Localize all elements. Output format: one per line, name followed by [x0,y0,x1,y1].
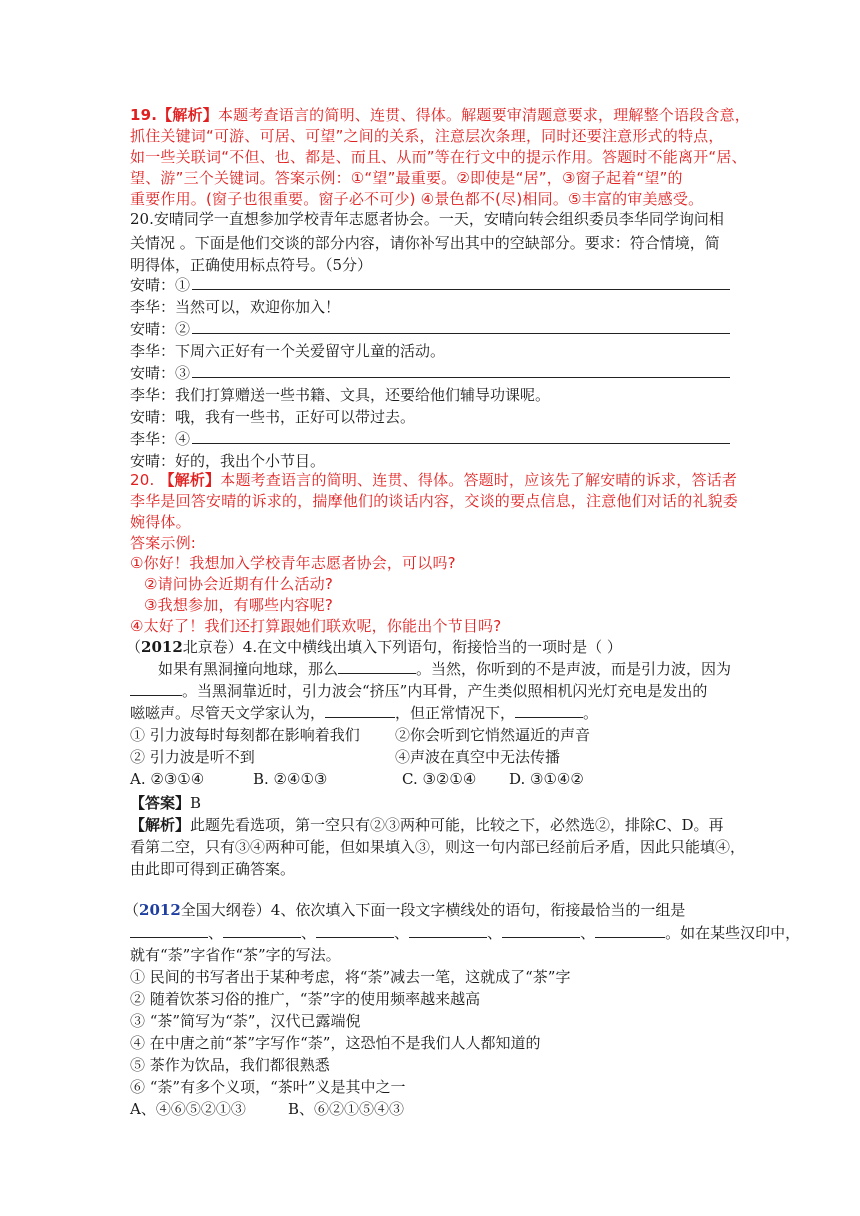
nat-question-title: （2012全国大纲卷）4、依次填入下面一段文字横线处的语句，衔接最恰当的一组是 [124,901,686,919]
answer-example-item: ④太好了！我们还打算跟她们联欢呢，你能出个节目吗? [130,617,502,635]
dialogue-row: 李华：④ [130,429,730,449]
nat-sentence: ⑥ “荼”有多个义项，“茶叶”义是其中之一 [130,1078,406,1096]
bj-options: A. ②③①④ B. ②④①③ C. ③②①④ D. ③①④② [130,770,584,788]
answer-example-heading: 答案示例: [130,534,197,552]
q19-analysis-line-3: 如一些关联词“不但、也、都是、而且、从而”等在行文中的提示作用。答题时不能离开“居、 [130,148,747,166]
answer-blank-2[interactable] [192,319,730,334]
bj-passage-line-2: 。当黑洞靠近时，引力波会“挤压”内耳骨，产生类似照相机闪光灯充电是发出的 [130,681,707,701]
dialogue-row: 安晴：③ [130,363,730,383]
bj-question-title: （2012北京卷）4.在文中横线出填入下列语句，衔接恰当的一项时是（ ） [126,638,622,656]
bj-answer: 【答案】B [130,794,202,812]
answer-blank-1[interactable] [192,275,730,290]
nat-sentence: ③ “茶”简写为“荼”，汉代已露端倪 [130,1012,361,1030]
answer-blank-4[interactable] [192,429,730,444]
q19-analysis-line-1: 19.【解析】本题考查语言的简明、连贯、得体。解题要审清题意要求，理解整个语段含意， [130,106,750,124]
nat-sentence: ② 随着饮茶习俗的推广，“荼”字的使用频率越来越高 [130,990,481,1008]
q19-analysis-line-2: 抓住关键词“可游、可居、可望”之间的关系，注意层次条理，同时还要注意形式的特点， [130,127,724,145]
q20-question-line-2: 关情况 。下面是他们交谈的部分内容，请你补写出其中的空缺部分。要求：符合情境，简 [130,234,720,252]
q19-analysis-line-5: 重要作用。(窗子也很重要。窗子必不可少) ④景色都不(尽)相同。⑤丰富的审美感受。 [130,190,704,208]
passage-blank [130,681,182,696]
nat-sentence: ① 民间的书写者出于某种考虑，将“荼”减去一笔，这就成了“茶”字 [130,968,571,986]
bj-analysis-line-2: 看第二空，只有③④两种可能，但如果填入③，则这一句内部已经前后矛盾，因此只能填④， [130,838,746,856]
bj-analysis-line-1: 【解析】此题先看选项，第一空只有②③两种可能，比较之下，必然选②，排除C、D。再 [130,816,724,834]
bj-passage-line-3: 嗞嗞声。尽管天文学家认为， ，但正常情况下， 。 [130,704,599,722]
q20-question-line-3: 明得体，正确使用标点符号。（5分） [130,256,373,274]
passage-blank [325,703,395,718]
answer-example-item: ③我想参加，有哪些内容呢? [144,596,334,614]
dialogue-row: 李华：当然可以，欢迎你加入！ [130,298,341,316]
answer-blank-3[interactable] [192,363,730,378]
nat-blanks-line: 、 、 、 、 、 。如在某些汉印中， [130,923,800,943]
dialogue-row: 李华：下周六正好有一个关爱留守儿童的活动。 [130,342,446,360]
answer-example-item: ②请问协会近期有什么活动? [144,575,334,593]
q19-analysis-line-4: 望、游”三个关键词。答案示例：①“望”最重要。②即使是“居”，③窗子起着“望”的 [130,169,683,187]
bj-passage-line-1: 如果有黑洞撞向地球，那么 。当然，你听到的不是声波，而是引力波，因为 [158,660,732,678]
passage-blank [515,703,583,718]
nat-options: A、④⑥⑤②①③ B、⑥②①⑤④③ [130,1100,405,1118]
bj-sentence-row: ② 引力波是听不到 ④声波在真空中无法传播 [130,748,561,766]
bj-analysis-line-3: 由此即可得到正确答案。 [130,860,296,878]
dialogue-row: 安晴：② [130,319,730,339]
q20-analysis-line-1: 20. 【解析】本题考查语言的简明、连贯、得体。答题时，应该先了解安晴的诉求，答话者 [130,471,738,489]
dialogue-row: 李华：我们打算赠送一些书籍、文具，还要给他们辅导功课呢。 [130,386,551,404]
dialogue-row: 安晴：① [130,275,730,295]
nat-sentence: ④ 在中唐之前“茶”字写作“荼”，这恐怕不是我们人人都知道的 [130,1034,541,1052]
passage-blank [338,659,416,674]
dialogue-row: 安晴：哦，我有一些书，正好可以带过去。 [130,408,416,426]
nat-sentence: ⑤ 茶作为饮品，我们都很熟悉 [130,1056,330,1074]
q20-analysis-line-2: 李华是回答安晴的诉求的，揣摩他们的谈话内容，交谈的要点信息，注意他们对话的礼貌委 [130,492,739,510]
nat-passage-line-2: 就有“荼”字省作“茶”字的写法。 [130,946,341,964]
q20-analysis-line-3: 婉得体。 [130,513,191,531]
answer-example-item: ①你好！我想加入学校青年志愿者协会，可以吗? [130,554,456,572]
dialogue-row: 安晴：好的，我出个小节目。 [130,452,326,470]
q20-question-line-1: 20.安晴同学一直想参加学校青年志愿者协会。一天，安晴向转会组织委员李华同学询问相 [130,210,724,228]
bj-sentence-row: ① 引力波每时每刻都在影响着我们 ②你会听到它悄然逼近的声音 [130,726,591,744]
